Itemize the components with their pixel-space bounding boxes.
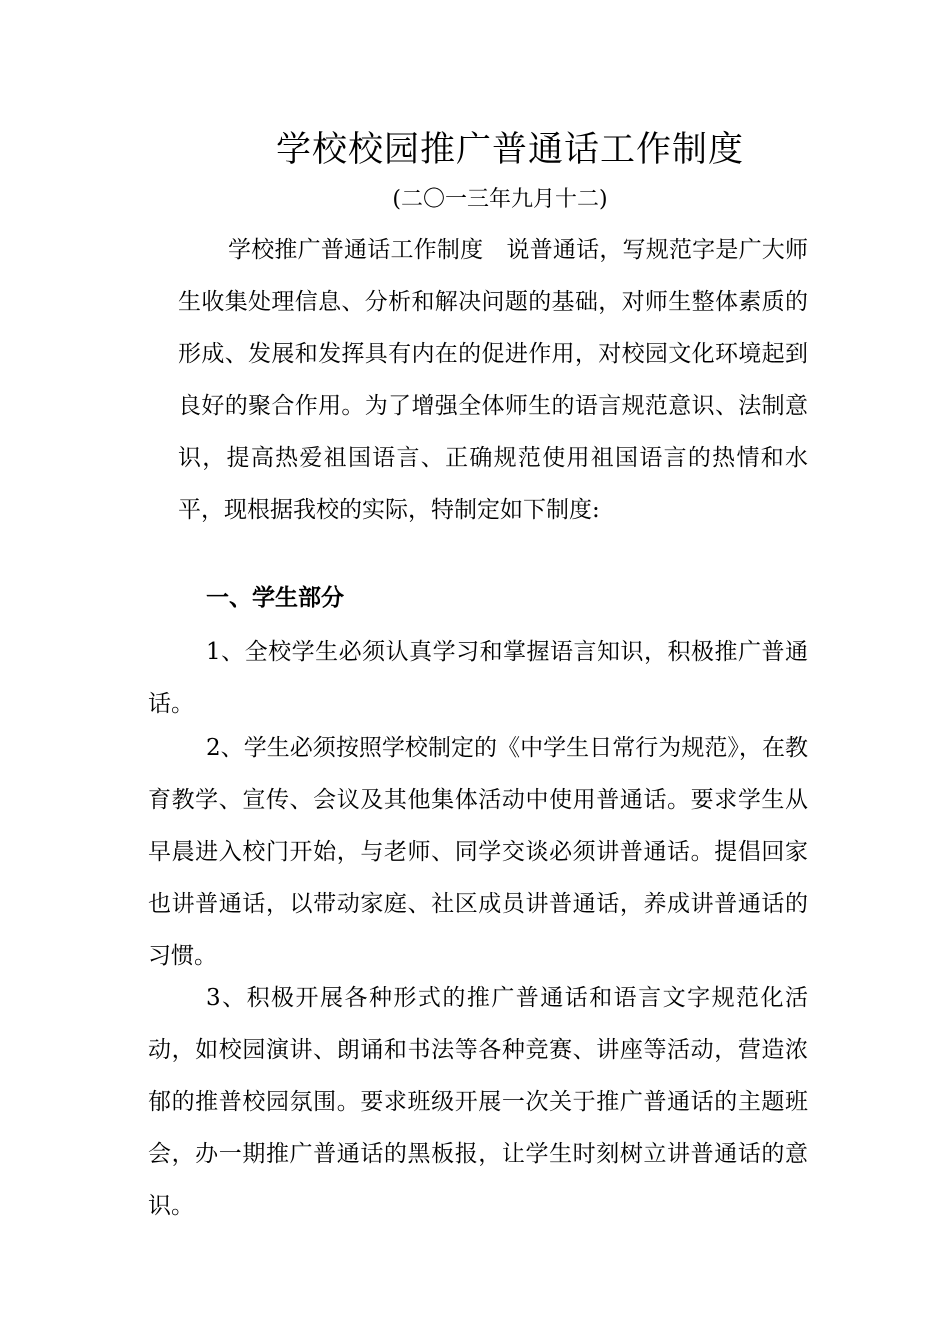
rule-item-3: 3、积极开展各种形式的推广普通话和语言文字规范化活动，如校园演讲、朗诵和书法等各种竞赛、讲座等活动，营造浓郁的推普校园氛围。要求班级开展一次关于推广普通话的主题班会，办一期推广普通话的黑板报，让学生时刻树立讲普通话的意识。: [148, 985, 808, 1219]
document-date: (二〇一三年九月十二): [392, 187, 608, 212]
rule-item-2: 2、学生必须按照学校制定的《中学生日常行为规范》，在教育教学、宣传、会议及其他集体活动中使用普通话。要求学生从早晨进入校门开始，与老师、同学交谈必须讲普通话。提倡回家也讲普通话，以带动家庭、社区成员讲普通话，养成讲普通话的习惯。: [148, 735, 808, 969]
intro-paragraph: 学校推广普通话工作制度 说普通话，写规范字是广大师生收集处理信息、分析和解决问题的基础，对师生整体素质的形成、发展和发挥具有内在的促进作用，对校园文化环境起到良好的聚合作用。为了增强全体师生的语言规范意识、法制意识，提高热爱祖国语言、正确规范使用祖国语言的热情和水平，现根据我校的实际，特制定如下制度:: [178, 237, 808, 523]
document-title: 学校校园推广普通话工作制度: [275, 130, 744, 170]
rule-item-1: 1、全校学生必须认真学习和掌握语言知识，积极推广普通话。: [148, 639, 808, 717]
section-heading-students: 一、学生部分: [206, 585, 344, 611]
